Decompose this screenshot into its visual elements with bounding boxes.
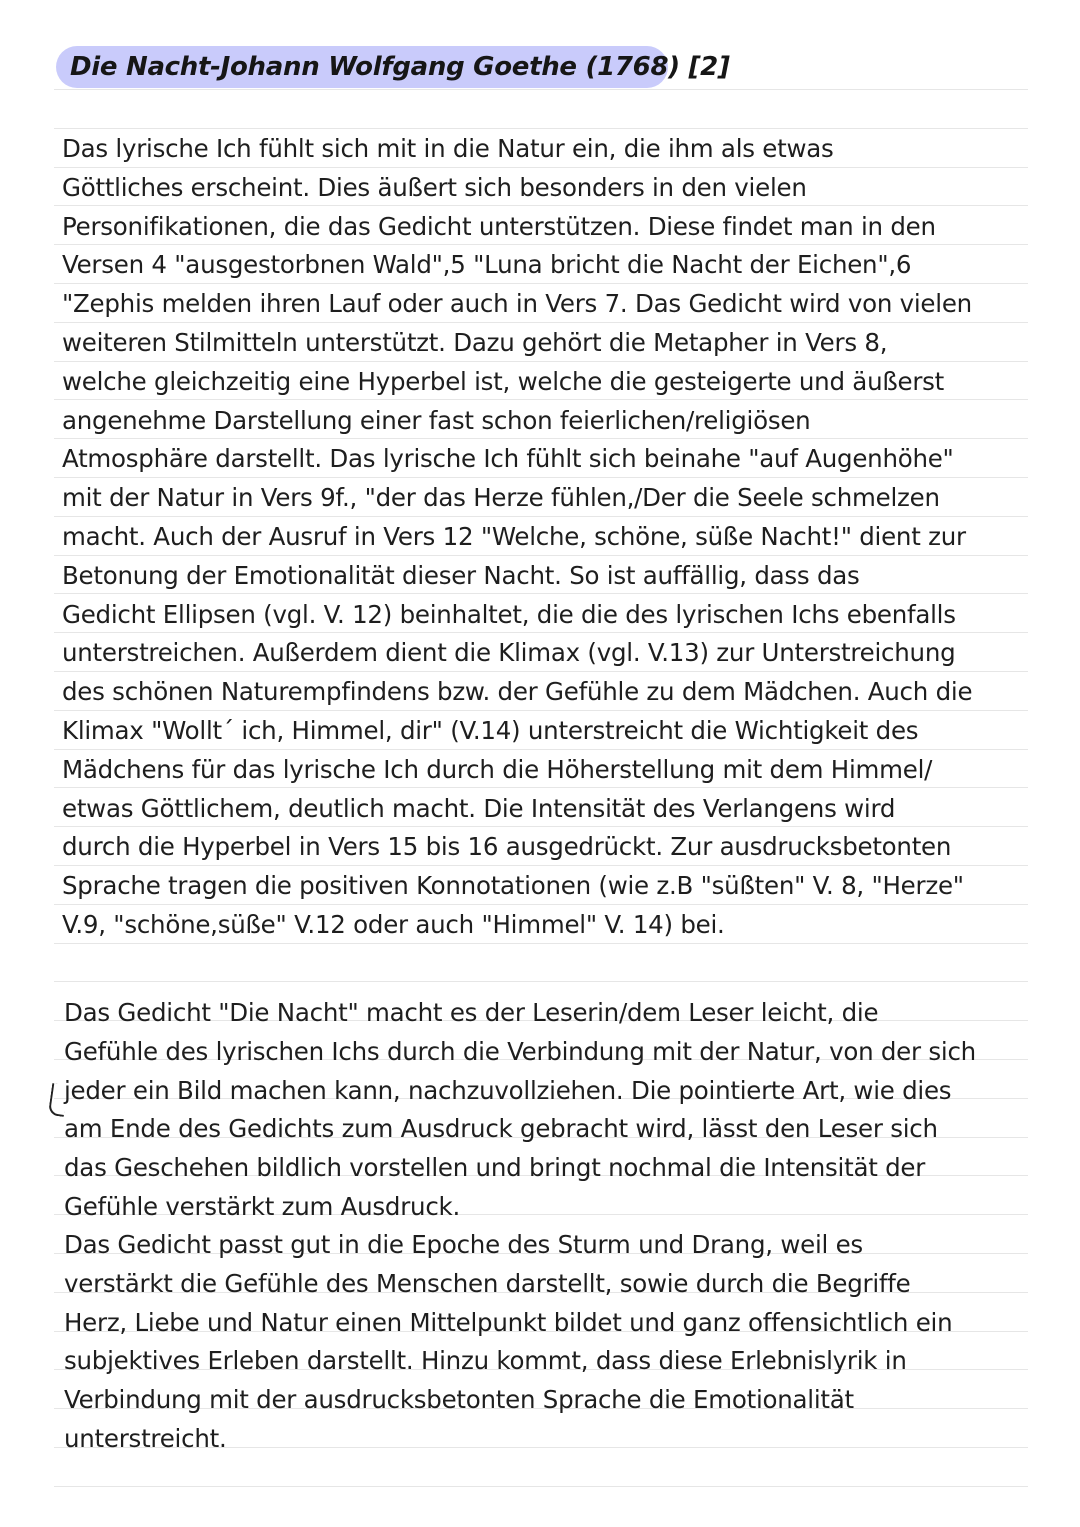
text-line: Atmosphäre darstellt. Das lyrische Ich fühlt sich beinahe "auf Augenhöhe" (62, 444, 954, 474)
rule-line (54, 128, 1028, 129)
text-line: Herz, Liebe und Natur einen Mittelpunkt bildet und ganz offensichtlich ein (64, 1307, 953, 1337)
text-line: Personifikationen, die das Gedicht unterstützen. Diese findet man in den (62, 211, 936, 241)
text-line: etwas Göttlichem, deutlich macht. Die Intensität des Verlangens wird (62, 793, 896, 823)
text-line: Versen 4 "ausgestorbnen Wald",5 "Luna bricht die Nacht der Eichen",6 (62, 250, 912, 280)
text-line: Gefühle verstärkt zum Ausdruck. (64, 1191, 461, 1221)
text-line: angenehme Darstellung einer fast schon feierlichen/religiösen (62, 405, 811, 435)
text-line: Verbindung mit der ausdrucksbetonten Sprache die Emotionalität (64, 1385, 854, 1415)
text-line: durch die Hyperbel in Vers 15 bis 16 ausgedrückt. Zur ausdrucksbetonten (62, 832, 952, 862)
page-title: Die Nacht-Johann Wolfgang Goethe (1768) [2] (70, 52, 730, 82)
text-line: Betonung der Emotionalität dieser Nacht. So ist auffällig, dass das (62, 560, 860, 590)
text-line: weiteren Stilmitteln unterstützt. Dazu gehört die Metapher in Vers 8, (62, 327, 888, 357)
text-line: macht. Auch der Ausruf in Vers 12 "Welche, schöne, süße Nacht!" dient zur (62, 521, 966, 551)
text-line: am Ende des Gedichts zum Ausdruck gebracht wird, lässt den Leser sich (64, 1114, 938, 1144)
text-line: unterstreichen. Außerdem dient die Klimax (vgl. V.13) zur Unterstreichung (62, 638, 956, 668)
text-line: Das Gedicht "Die Nacht" macht es der Leserin/dem Leser leicht, die (64, 998, 879, 1027)
rule-line (54, 89, 1028, 90)
text-line: Gefühle des lyrischen Ichs durch die Verbindung mit der Natur, von der sich (64, 1036, 976, 1066)
text-line: welche gleichzeitig eine Hyperbel ist, welche die gesteigerte und äußerst (62, 366, 945, 396)
text-line: verstärkt die Gefühle des Menschen darstellt, sowie durch die Begriffe (64, 1268, 911, 1298)
text-line: mit der Natur in Vers 9f., "der das Herze fühlen,/Der die Seele schmelzen (62, 483, 940, 513)
rule-line (54, 981, 1028, 982)
text-line: jeder ein Bild machen kann, nachzuvollziehen. Die pointierte Art, wie dies (64, 1075, 952, 1105)
text-line: Das lyrische Ich fühlt sich mit in die Natur ein, die ihm als etwas (62, 134, 834, 163)
paragraph-reader-effect (64, 994, 976, 1227)
text-line: das Geschehen bildlich vorstellen und bringt nochmal die Intensität der (64, 1153, 926, 1183)
text-line: unterstreicht. (64, 1423, 227, 1453)
text-line: Klimax "Wollt´ ich, Himmel, dir" (V.14) unterstreicht die Wichtigkeit des (62, 715, 919, 745)
paragraph-analysis (62, 130, 972, 945)
text-line: "Zephis melden ihren Lauf oder auch in Vers 7. Das Gedicht wird von vielen (62, 289, 972, 319)
text-line: Das Gedicht passt gut in die Epoche des Sturm und Drang, weil es (64, 1230, 863, 1259)
text-line: Mädchens für das lyrische Ich durch die Höherstellung mit dem Himmel/ (62, 754, 933, 784)
text-line: subjektives Erleben darstellt. Hinzu kommt, dass diese Erlebnislyrik in (64, 1346, 907, 1376)
text-line: Göttliches erscheint. Dies äußert sich besonders in den vielen (62, 172, 807, 202)
rule-line (54, 1486, 1028, 1487)
paragraph-epoch (64, 1226, 952, 1459)
text-line: Sprache tragen die positiven Konnotationen (wie z.B "süßten" V. 8, "Herze" (62, 871, 964, 901)
title-block (56, 46, 730, 88)
text-line: V.9, "schöne,süße" V.12 oder auch "Himmel" V. 14) bei. (62, 909, 725, 939)
text-line: des schönen Naturempfindens bzw. der Gefühle zu dem Mädchen. Auch die (62, 677, 973, 707)
text-line: Gedicht Ellipsen (vgl. V. 12) beinhaltet, die die des lyrischen Ichs ebenfalls (62, 599, 956, 629)
